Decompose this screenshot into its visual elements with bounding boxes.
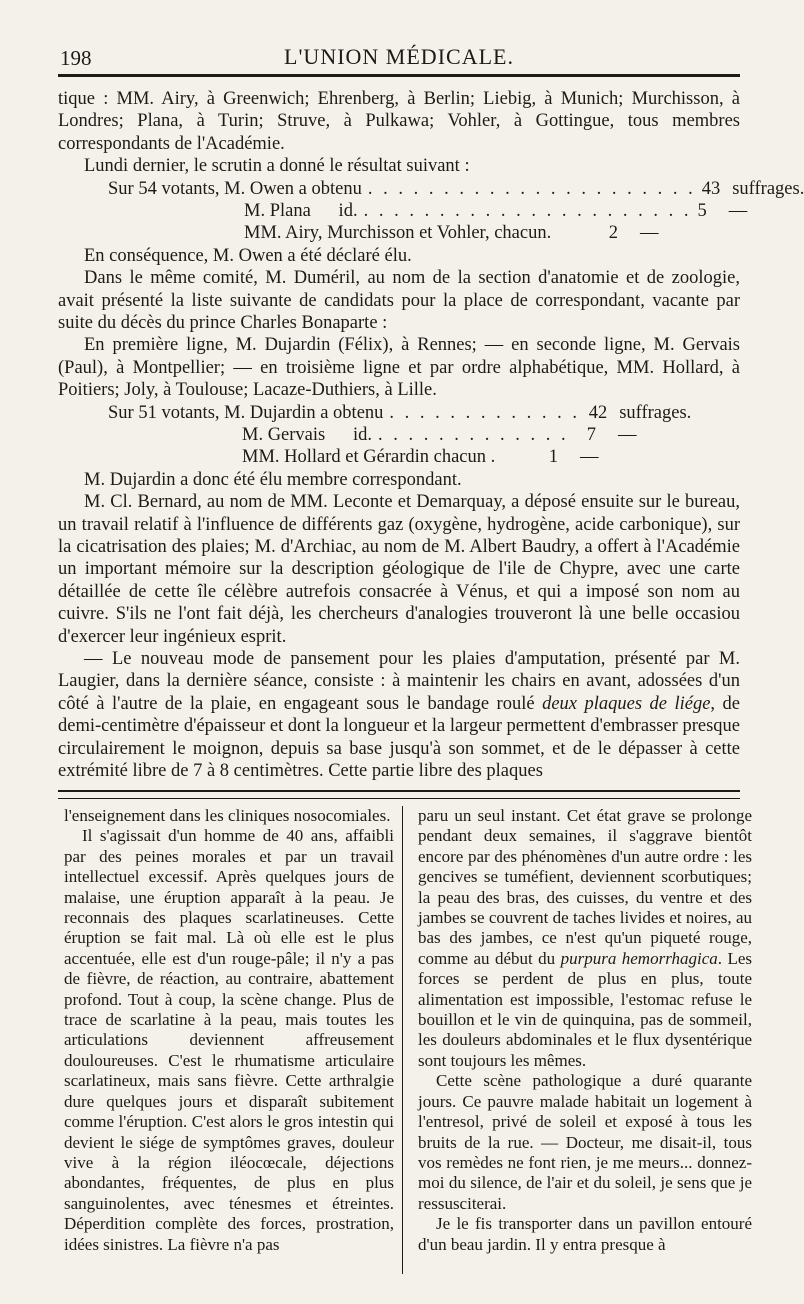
vote-label: M. Plana id. [244,201,358,222]
vote-count: 43 [701,178,721,199]
vote-label: MM. Hollard et Gérardin chacun . [242,447,496,468]
journal-title: L'UNION MÉDICALE. [284,44,514,69]
text-run: paru un seul instant. Cet état grave se prolonge pendant deux semaines, il s'aggrave bientôt encore par des phénomènes d'un autre ordre : les gencives se tuméfient, deviennent scorbutiques; la peau des bras, des cuisses, du ventre et des jambes se couvrent de taches livides et noires, au bas des jambes, ce n'est qu'un piqueté rouge, comme au début du [418,806,752,968]
section-divider [58,790,740,799]
vote-unit: — [728,201,748,222]
text-run: — Le nouveau mode de pansement pour les plaies d'amputation, présenté par M. Laugier, dans la dernière séance, consiste : à maintenir les chairs en avant, adossées d'un côté à l'autre de la plaie, en engageant sous le bandage roulé [58,649,740,714]
paragraph: Dans le même comité, M. Duméril, au nom de la section d'anatomie et de zoologie, avait présenté la liste suivante de candidats pour la place de correspondant, vacante par suite du décès du prince Charles Bonaparte : [58,268,740,334]
column-divider [402,806,403,1274]
vote-count: 2 [608,223,618,244]
page-header [58,40,740,77]
paragraph: tique : MM. Airy, à Greenwich; Ehrenberg, à Berlin; Liebig, à Munich; Murchisson, à Londres; Plana, à Turin; Struve, à Pulkawa; Vohler, à Gottingue, tous membres correspondants de l'Académie. [58,89,740,154]
paragraph: Je le fis transporter dans un pavillon entouré d'un beau jardin. Il y entra presque à [418,1214,752,1254]
vote-unit: suffrages. [619,402,692,423]
paragraph: En première ligne, M. Dujardin (Félix), à Rennes; — en seconde ligne, M. Gervais (Paul), à Montpellier; — en troisième ligne et par ordre alphabétique, MM. Hollard, à Poitiers; Joly, à Toulouse; Lacaze-Duthiers, à Lille. [58,335,740,401]
vote-results-dujardin [58,402,740,469]
paragraph: l'enseignement dans les cliniques nosocomiales. [64,806,391,825]
vote-count: 1 [548,447,558,468]
vote-count: 5 [697,201,707,222]
leader-dots: . . . . . . . . . . . . . [378,425,569,446]
vote-count: 7 [586,425,596,446]
leader-dots: . . . . . . . . . . . . . . . . . . . . . . [363,201,692,222]
vote-unit: — [617,425,637,446]
vote-unit: suffrages. [732,178,804,199]
upper-article [58,88,804,783]
paragraph: Lundi dernier, le scrutin a donné le résultat suivant : [84,156,470,177]
vote-label: M. Gervais id. [242,425,372,446]
vote-unit: — [640,223,659,244]
vote-row [58,178,804,200]
paragraph: Il s'agissait d'un homme de 40 ans, affaibli par des peines morales et par un travail intellectuel excessif. Après quelques jours de malaise, une éruption apparaît à la peau. Je reconnais des plaques scarlatineuses. Cette éruption se fait mal. Là où elle est le plus accentuée, elle est d'un rouge-pâle; il n'y a pas de fièvre, de réaction, au contraire, abattement profond. Tout à coup, la scène change. Plus de trace de scarlatine à la peau, mais toutes les articulations deviennent affreusement douloureuses. C'est le rhumatisme articulaire scarlatineux, mais sans fièvre. Cette arthralgie dure quelques jours et disparaît subitement comme l'éruption. C'est alors le gros intestin qui devient le siége de symptômes graves, douleur vive à la région iléocœcale, déjections abondantes, fréquentes, de plus en plus sanguinolentes, avec ténesmes et étreintes. Déperdition complète des forces, prostration, idées sinistres. La fièvre n'a pas [64,826,394,1254]
vote-row [58,424,740,446]
paragraph: En conséquence, M. Owen a été déclaré élu. [84,245,412,266]
vote-row [58,200,748,222]
vote-unit: — [580,447,599,468]
italic-text: deux plaques de liége [542,693,711,714]
page-number: 198 [60,46,92,70]
vote-label: Sur 51 votants, M. Dujardin a obtenu [108,402,384,423]
leader-dots: . . . . . . . . . . . . . [389,402,581,423]
vote-count: 42 [588,402,608,423]
vote-label: MM. Airy, Murchisson et Vohler, chacun. [244,223,552,244]
text-run: . Les forces se perdent de plus en plus, toute alimentation est impossible, l'estomac refuse le bouillon et le vin de quinquina, pas de sommeil, les douleurs abdominales et le flux dysentérique sont toujours les mêmes. [418,948,753,1070]
feuilleton-right-column [418,806,752,1255]
paragraph [418,806,752,1071]
feuilleton-left-column [64,806,394,1255]
leader-dots: . . . . . . . . . . . . . . . . . . . . . . [367,178,696,199]
vote-row [58,222,740,244]
italic-text: purpura hemorrhagica [560,948,718,968]
vote-row [58,446,740,468]
paragraph: M. Dujardin a donc été élu membre correspondant. [84,469,462,490]
vote-row [58,402,740,424]
paragraph [58,648,740,782]
leader-dots [495,446,530,468]
paragraph: M. Cl. Bernard, au nom de MM. Leconte et Demarquay, a déposé ensuite sur le bureau, un travail relatif à l'influence de différents gaz (oxygène, hydrogène, acide carbonique), sur la cicatrisation des plaies; M. d'Archiac, au nom de M. Albert Baudry, a offert à l'Académie un important mémoire sur la description géologique de l'ile de Chypre, avec une carte détaillée de cette île célèbre autrefois consacrée à Vénus, et qui a imposé son nom au cuivre. S'ils ne l'ont fait déjà, les chercheurs d'analogies trouveront là une belle occasiou d'exercer leur ingénieux esprit. [58,492,740,647]
text-run: , de demi-centimètre d'épaisseur et dont la longueur et la largeur permettent d'embrasser presque circulairement le moignon, depuis sa base jusqu'à son sommet, et de le dépasser à cette extrémité libre de 7 à 8 centimètres. Cette partie libre des plaques [58,693,740,782]
vote-label: Sur 54 votants, M. Owen a obtenu [108,178,362,199]
paragraph: Cette scène pathologique a duré quarante jours. Ce pauvre malade habitait un logement à l'entresol, privé de soleil et exposé à tous les bruits de la rue. — Docteur, me disait-il, tous vos remèdes ne font rien, je me meurs... donnez-moi du silence, de l'air et du soleil, je sens que je ressusciterai. [418,1071,752,1213]
vote-results-owen [58,178,804,245]
leader-dots [551,222,590,244]
